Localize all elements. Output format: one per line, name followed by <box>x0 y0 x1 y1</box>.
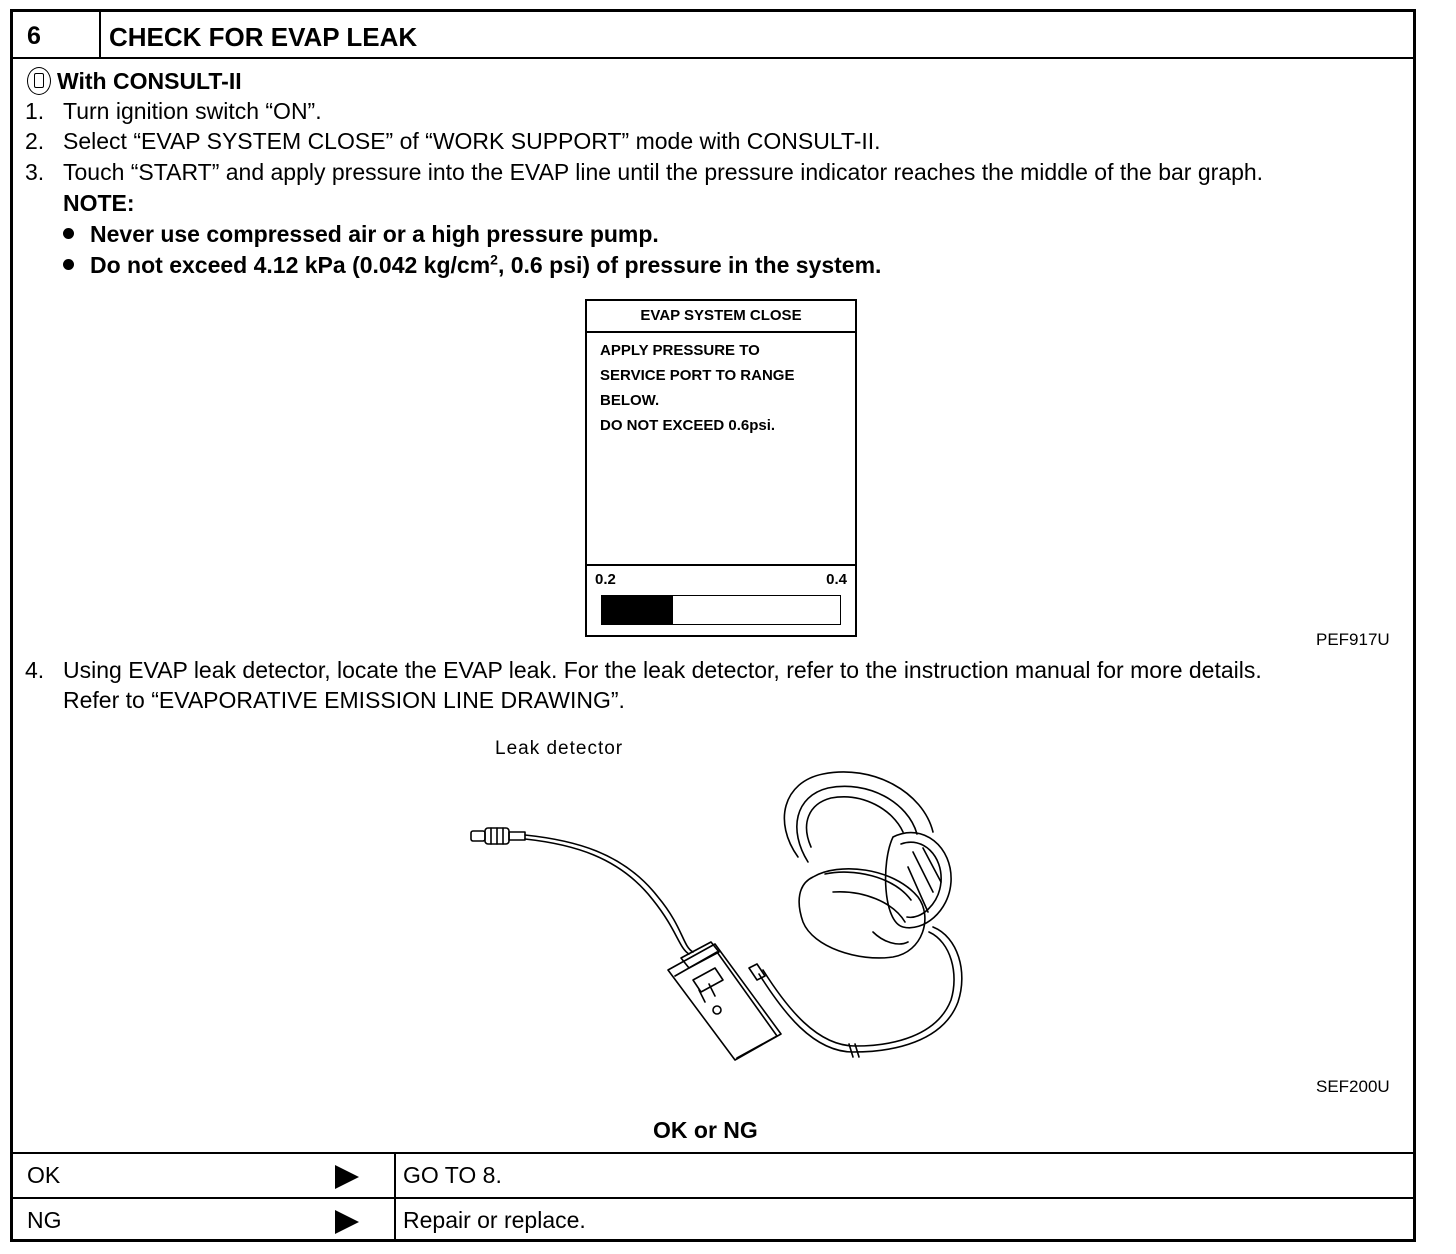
arrow-right-icon <box>335 1165 359 1189</box>
leak-detector-illustration <box>453 752 973 1072</box>
header-divider <box>99 12 101 58</box>
result-rule-top <box>13 1152 1413 1154</box>
screen-line-3: BELOW. <box>600 392 660 409</box>
procedure-table <box>10 9 1416 1242</box>
screen-header: EVAP SYSTEM CLOSE <box>587 301 855 333</box>
result-column-divider <box>394 1152 396 1242</box>
pressure-bar-graph <box>601 595 841 625</box>
result-status: OK <box>27 1162 61 1188</box>
header-rule <box>13 57 1413 59</box>
pressure-bar-fill <box>602 596 673 624</box>
headphones-icon <box>784 772 951 958</box>
probe-icon <box>471 828 525 844</box>
result-action: GO TO 8. <box>403 1162 502 1188</box>
item-text: Select “EVAP SYSTEM CLOSE” of “WORK SUPPORT” mode with CONSULT-II. <box>63 128 881 154</box>
item-text: Touch “START” and apply pressure into the EVAP line until the pressure indicator reaches the middle of the bar graph. <box>63 159 1264 185</box>
item-number: 3. <box>25 159 45 185</box>
note-bullet-text: Do not exceed 4.12 kPa (0.042 kg/cm <box>90 252 491 278</box>
scale-high-label: 0.4 <box>826 571 847 588</box>
item-number: 2. <box>25 128 45 154</box>
step-item-4-ref: Refer to “EVAPORATIVE EMISSION LINE DRAWING”. <box>63 687 625 713</box>
note-bullet-1 <box>63 219 659 249</box>
item-text: Using EVAP leak detector, locate the EVAP leak. For the leak detector, refer to the instruction manual for more details. <box>63 657 1262 683</box>
consult-screen-figure <box>585 299 857 637</box>
step-title: CHECK FOR EVAP LEAK <box>109 22 418 52</box>
result-heading: OK or NG <box>653 1117 758 1143</box>
superscript: 2 <box>490 251 498 268</box>
bullet-dot <box>63 228 74 239</box>
figure-id-pef917u: PEF917U <box>1316 630 1390 649</box>
screen-line-2: SERVICE PORT TO RANGE <box>600 367 795 384</box>
consult-label: With CONSULT-II <box>57 68 242 94</box>
result-rule-mid <box>13 1197 1413 1199</box>
note-bullet-text-end: , 0.6 psi) of pressure in the system. <box>497 252 882 278</box>
arrow-right-icon <box>335 1210 359 1234</box>
screen-divider <box>587 564 855 566</box>
item-number: 4. <box>25 657 45 683</box>
note-bullet-text: Never use compressed air or a high pressure pump. <box>90 221 659 247</box>
detector-unit-icon <box>668 942 781 1060</box>
bullet-dot <box>63 259 74 270</box>
screen-line-4: DO NOT EXCEED 0.6psi. <box>600 417 776 434</box>
consult-heading <box>27 66 242 97</box>
item-text: Turn ignition switch “ON”. <box>63 98 322 124</box>
screen-line-1: APPLY PRESSURE TO <box>600 342 760 359</box>
consult-ii-icon <box>27 67 51 95</box>
leak-detector-label: Leak detector <box>495 738 624 759</box>
note-label: NOTE: <box>63 190 135 216</box>
note-bullet-2 <box>63 250 881 280</box>
result-action: Repair or replace. <box>403 1207 586 1233</box>
figure-id-sef200u: SEF200U <box>1316 1077 1390 1096</box>
item-number: 1. <box>25 98 45 124</box>
step-number: 6 <box>27 22 41 50</box>
result-status: NG <box>27 1207 62 1233</box>
scale-low-label: 0.2 <box>595 571 616 588</box>
